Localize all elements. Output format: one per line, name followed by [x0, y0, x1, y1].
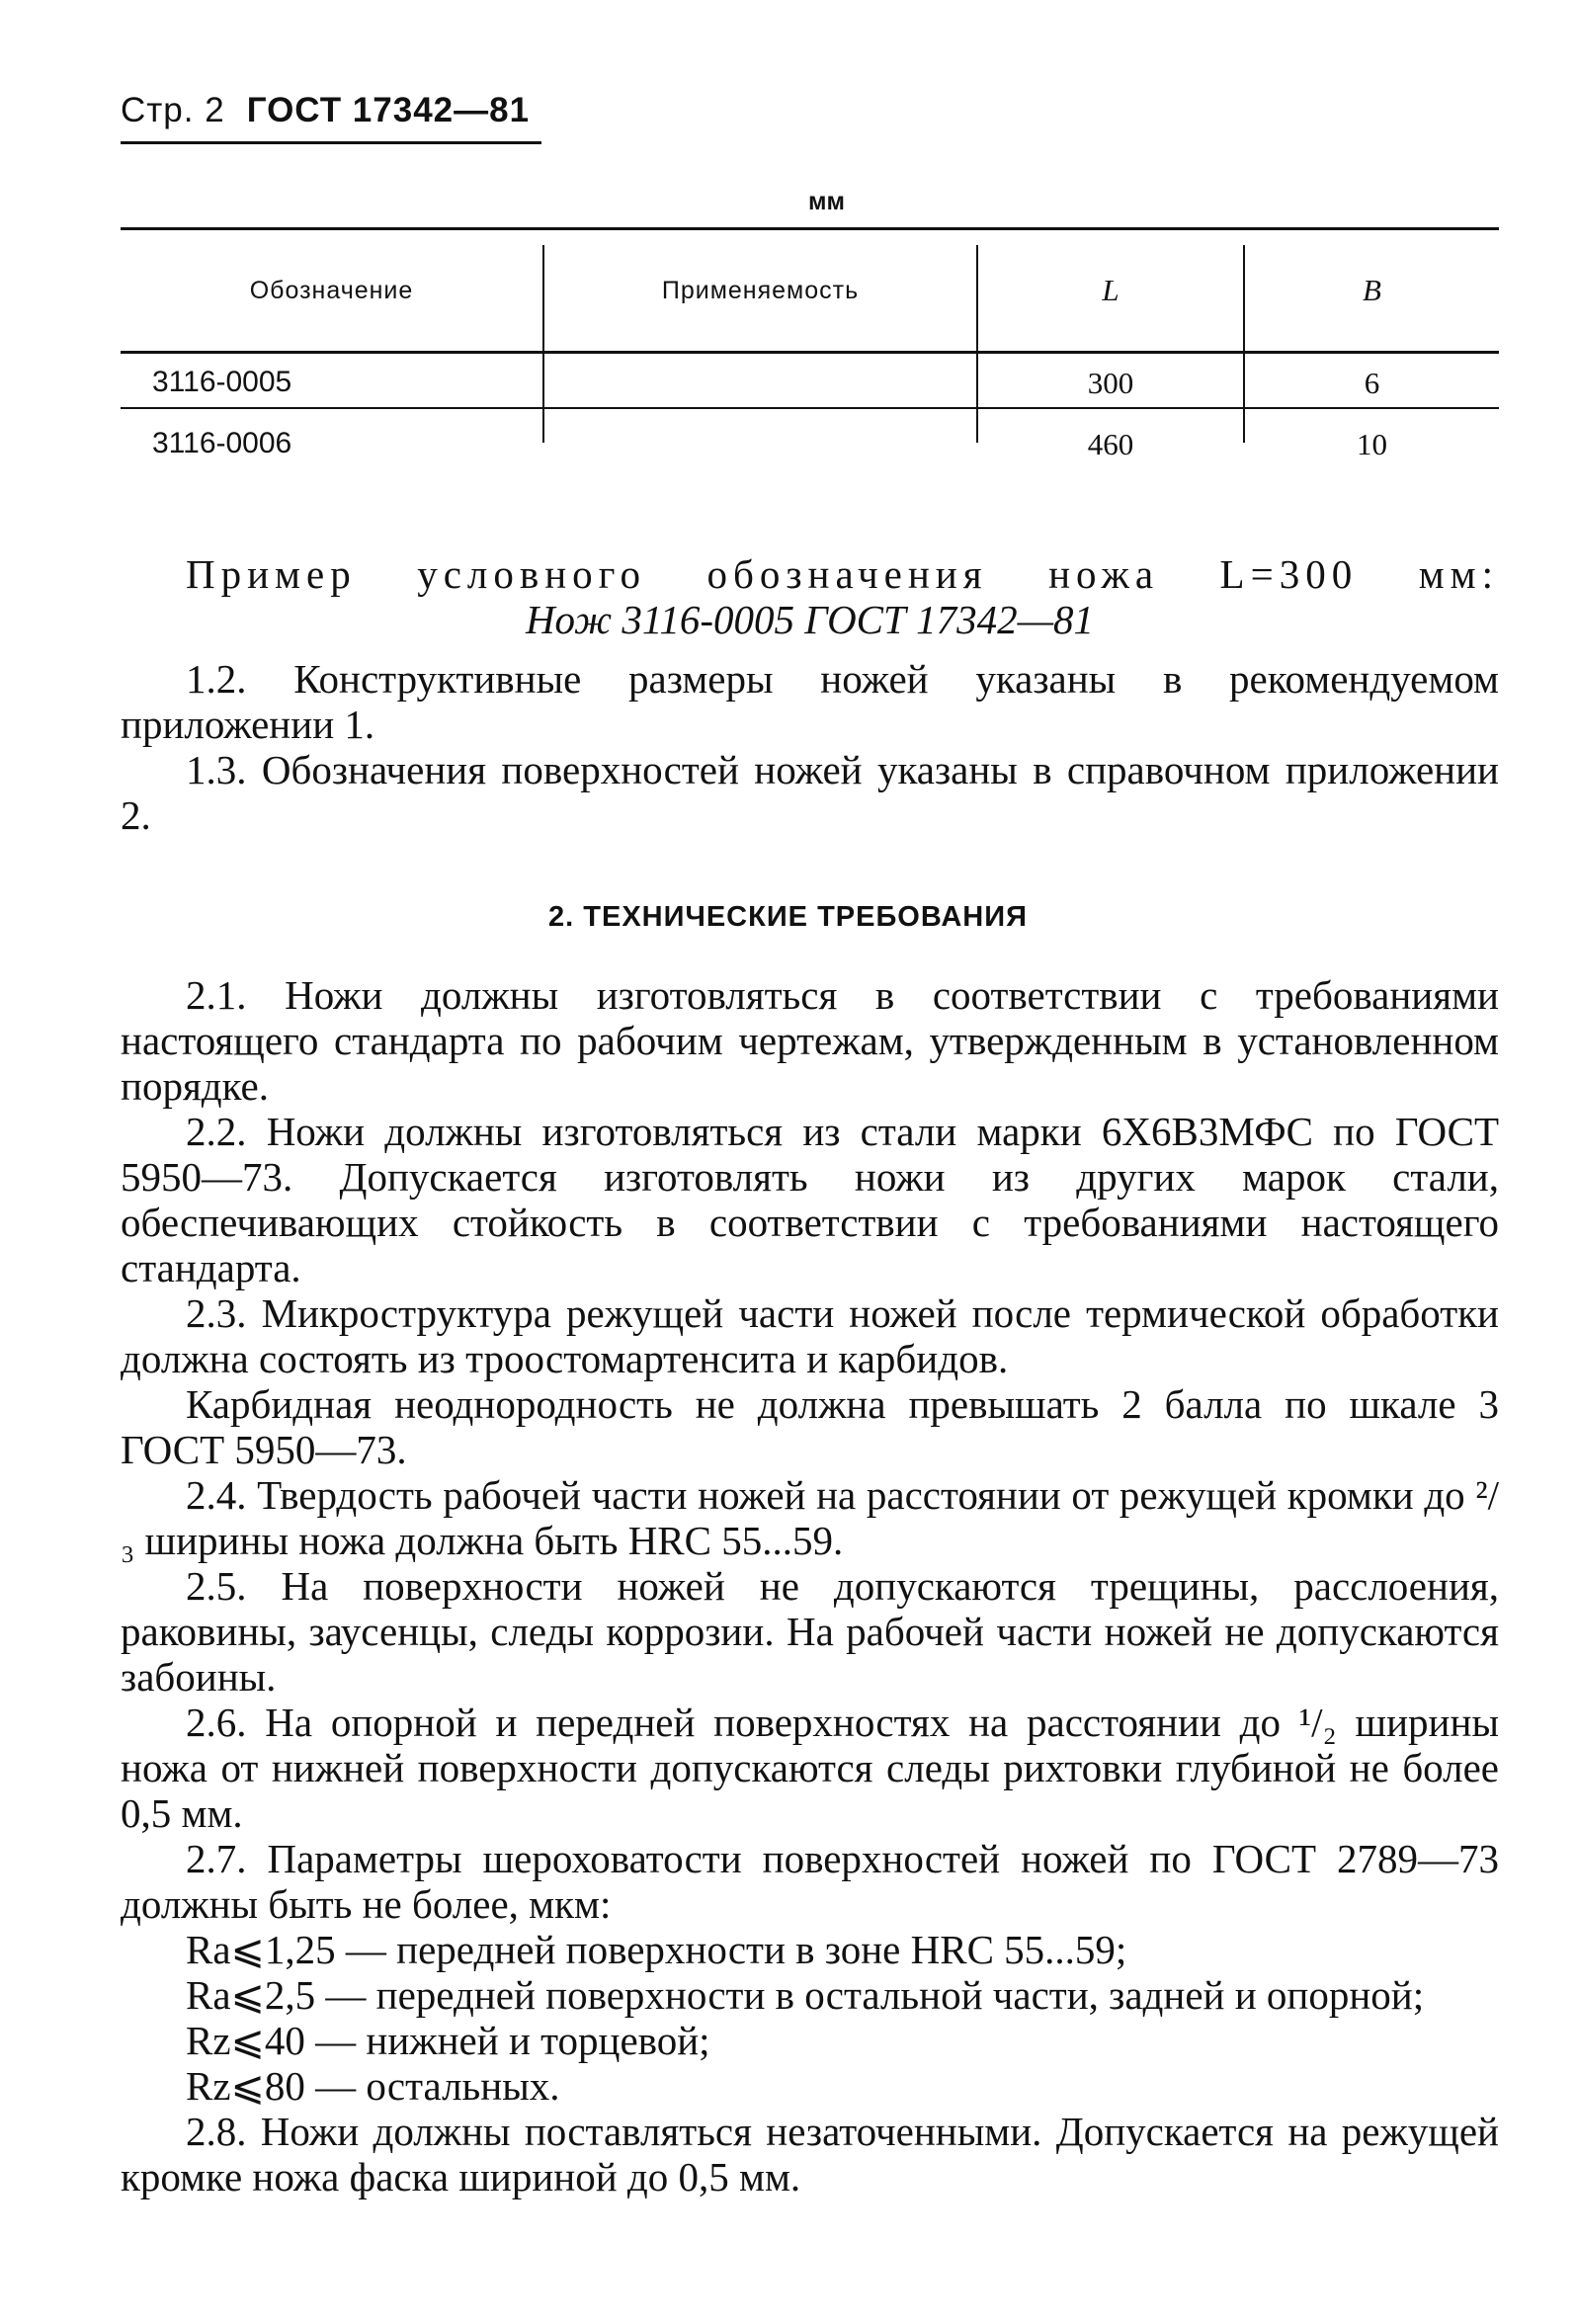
table-col-divider	[542, 245, 544, 443]
paragraph: 1.3. Обозначения поверхностей ножей указаны в справочном приложении 2.	[121, 747, 1499, 838]
roughness-item: Rz⩽80 — остальных.	[186, 2063, 560, 2109]
table-cell-designation: 3116-0006	[152, 427, 292, 459]
paragraph: 2.5. На поверхности ножей не допускаются трещины, расслоения, раковины, заусенцы, следы коррозии. На рабочей части ножей не допускаются забоины.	[121, 1563, 1499, 1700]
paragraph: 2.4. Твердость рабочей части ножей на расстоянии от режущей кромки до ²/₃ ширины ножа должна быть HRC 55...59.	[121, 1472, 1499, 1563]
table-cell-l: 300	[1087, 366, 1134, 400]
roughness-item: Rz⩽40 — нижней и торцевой;	[186, 2018, 710, 2063]
roughness-item: Ra⩽2,5 — передней поверхности в остальной части, задней и опорной;	[186, 1972, 1425, 2018]
paragraph: 1.2. Конструктивные размеры ножей указаны в рекомендуемом приложении 1.	[121, 656, 1499, 747]
paragraph: 2.3. Микроструктура режущей части ножей после термической обработки должна состоять из троостомартенсита и карбидов.	[121, 1290, 1499, 1381]
section1-text	[121, 656, 1499, 838]
designation-table	[121, 227, 1499, 464]
table-cell-b: 10	[1357, 427, 1387, 461]
table-top-rule	[121, 227, 1499, 230]
table-cell-l: 460	[1087, 427, 1134, 461]
table-unit: мм	[808, 188, 845, 215]
roughness-item: Ra⩽1,25 — передней поверхности в зоне HRC 55...59;	[186, 1927, 1127, 1972]
paragraph: 2.6. На опорной и передней поверхностях на расстоянии до ¹/₂ ширины ножа от нижней поверхности допускаются следы рихтовки глубиной не более 0,5 мм.	[121, 1700, 1499, 1836]
header-rule	[121, 141, 541, 144]
example-designation: Нож 3116-0005 ГОСТ 17342—81	[525, 597, 1095, 642]
section2-text	[121, 972, 1499, 2200]
paragraph: 2.8. Ножи должны поставляться незаточенными. Допускается на режущей кромке ножа фаска шириной до 0,5 мм.	[121, 2109, 1499, 2200]
column-header-applicability: Применяемость	[661, 277, 860, 304]
column-header-l: L	[1102, 273, 1120, 307]
running-header	[121, 91, 530, 130]
table-row-rule	[121, 407, 1499, 409]
standard-number: ГОСТ 17342—81	[246, 91, 531, 129]
example-line: Пример условного обозначения ножа L=300 мм:	[186, 551, 1499, 597]
section-title: 2. ТЕХНИЧЕСКИЕ ТРЕБОВАНИЯ	[548, 901, 1028, 933]
paragraph: 2.1. Ножи должны изготовляться в соответствии с требованиями настоящего стандарта по рабочим чертежам, утвержденным в установленном порядке.	[121, 972, 1499, 1109]
table-cell-designation: 3116-0005	[152, 366, 292, 398]
paragraph: 2.2. Ножи должны изготовляться из стали марки 6Х6В3МФС по ГОСТ 5950—73. Допускается изготовлять ножи из других марок стали, обеспечивающих стойкость в соответствии с требованиями настоящего стандарта.	[121, 1109, 1499, 1290]
column-header-b: B	[1363, 273, 1381, 307]
column-header-designation: Обозначение	[249, 277, 414, 304]
designation-example	[121, 551, 1499, 642]
page-label: Стр. 2	[121, 91, 225, 129]
paragraph: 2.7. Параметры шероховатости поверхностей ножей по ГОСТ 2789—73 должны быть не более, мкм:	[121, 1836, 1499, 1927]
paragraph: Карбидная неоднородность не должна превышать 2 балла по шкале 3 ГОСТ 5950—73.	[121, 1381, 1499, 1472]
table-cell-b: 6	[1364, 366, 1380, 400]
table-header-rule	[121, 351, 1499, 354]
